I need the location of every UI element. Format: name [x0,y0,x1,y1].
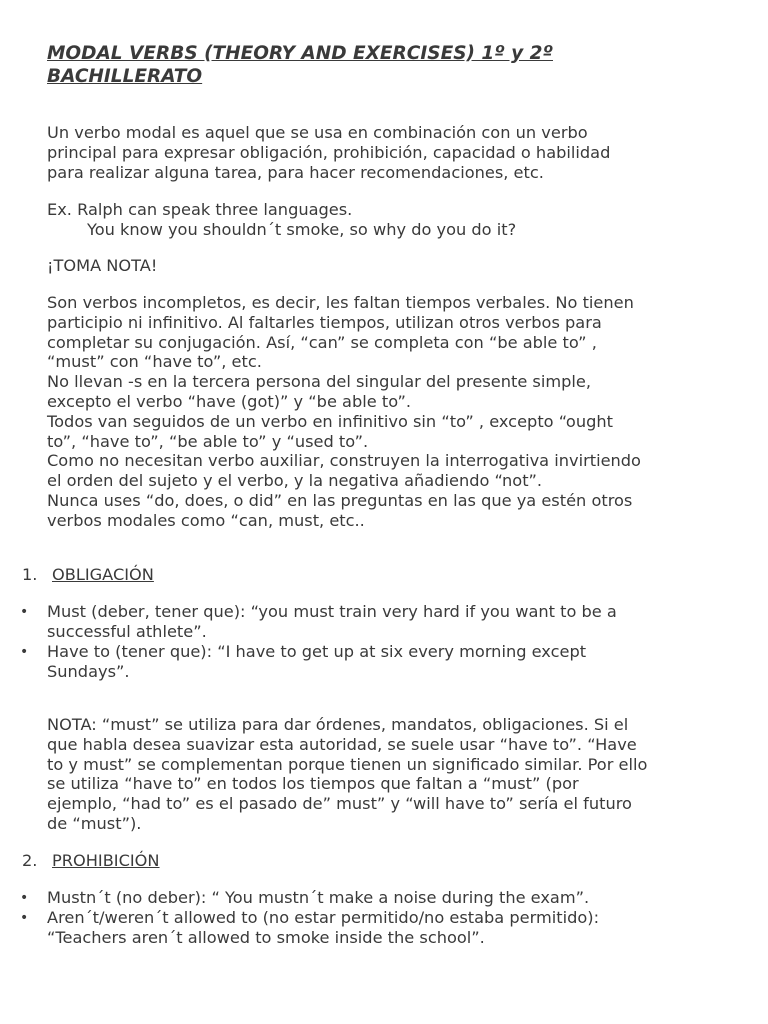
intro-line: Un verbo modal es aquel que se usa en combinación con un verbo [47,123,588,142]
section-label: PROHIBICIÓN [52,851,160,870]
intro-line: para realizar alguna tarea, para hacer recomendaciones, etc. [47,162,544,182]
notes-line: No llevan -s en la tercera persona del singular del presente simple, [47,372,592,392]
bullet-icon: • [20,644,29,660]
prohibicion-list [0,888,740,948]
notes-line: excepto el verbo “have (got)” y “be able to”. [47,391,412,411]
nota-line: NOTA: “must” se utiliza para dar órdenes, mandatos, obligaciones. Si el [47,715,629,734]
title-line-1: MODAL VERBS (THEORY AND EXERCISES) 1º y 2º [47,43,553,64]
list-item [0,908,740,948]
list-item-line: Sundays”. [47,662,130,681]
nota-line: se utiliza “have to” en todos los tiempos que faltan a “must” (por [47,774,579,794]
bullet-icon: • [20,910,29,926]
bullet-icon: • [20,604,29,620]
notes-line: “must” con “have to”, etc. [47,352,262,372]
section-number: 1. [22,565,38,584]
list-item-line: Mustn´t (no deber): “ You mustn´t make a noise during the exam”. [47,888,590,907]
list-item-line: Have to (tener que): “I have to get up at six every morning except [47,642,587,661]
note-heading [47,256,737,276]
notes-line: participio ni infinitivo. Al faltarles tiempos, utilizan otros verbos para [47,312,602,332]
obligacion-nota-paragraph [47,715,737,834]
intro-line: principal para expresar obligación, prohibición, capacidad o habilidad [47,142,611,162]
example-line-1: Ex. Ralph can speak three languages. [47,200,353,219]
bullet-icon: • [20,890,29,906]
title-line-2: BACHILLERATO [47,66,203,87]
section-prohibicion-heading [22,851,160,871]
notes-line: verbos modales como “can, must, etc.. [47,510,365,530]
document-title [47,42,737,88]
notes-line: completar su conjugación. Así, “can” se completa con “be able to” , [47,332,597,352]
example-paragraph [47,200,737,240]
notes-line: Como no necesitan verbo auxiliar, construyen la interrogativa invirtiendo [47,451,641,471]
section-obligacion-heading [22,565,154,585]
obligacion-list [0,602,740,682]
notes-line: to”, “have to”, “be able to” y “used to”. [47,431,369,451]
example-line-2: You know you shouldn´t smoke, so why do you do it? [87,219,517,239]
list-item [0,888,740,908]
nota-line: que habla desea suavizar esta autoridad, se suele usar “have to”. “Have [47,734,637,754]
nota-line: to y must” se complementan porque tienen un significado similar. Por ello [47,754,648,774]
notes-line: el orden del sujeto y el verbo, y la negativa añadiendo “not”. [47,471,543,491]
notes-line: Son verbos incompletos, es decir, les faltan tiempos verbales. No tienen [47,293,634,312]
section-number: 2. [22,851,38,870]
list-item [0,642,740,682]
list-item-line: successful athlete”. [47,622,207,641]
nota-line: ejemplo, “had to” es el pasado de” must” y “will have to” sería el futuro [47,794,632,814]
list-item-line: Must (deber, tener que): “you must train very hard if you want to be a [47,602,617,621]
nota-line: de “must”). [47,813,142,833]
notes-line: Todos van seguidos de un verbo en infinitivo sin “to” , excepto “ought [47,411,613,431]
notes-paragraph [47,293,737,531]
list-item-line: “Teachers aren´t allowed to smoke inside the school”. [47,928,485,947]
notes-line: Nunca uses “do, does, o did” en las preguntas en las que ya estén otros [47,490,633,510]
list-item [0,602,740,642]
list-item-line: Aren´t/weren´t allowed to (no estar permitido/no estaba permitido): [47,908,600,927]
intro-paragraph [47,123,737,182]
note-heading-text: ¡TOMA NOTA! [47,256,158,275]
section-label: OBLIGACIÓN [52,565,154,584]
